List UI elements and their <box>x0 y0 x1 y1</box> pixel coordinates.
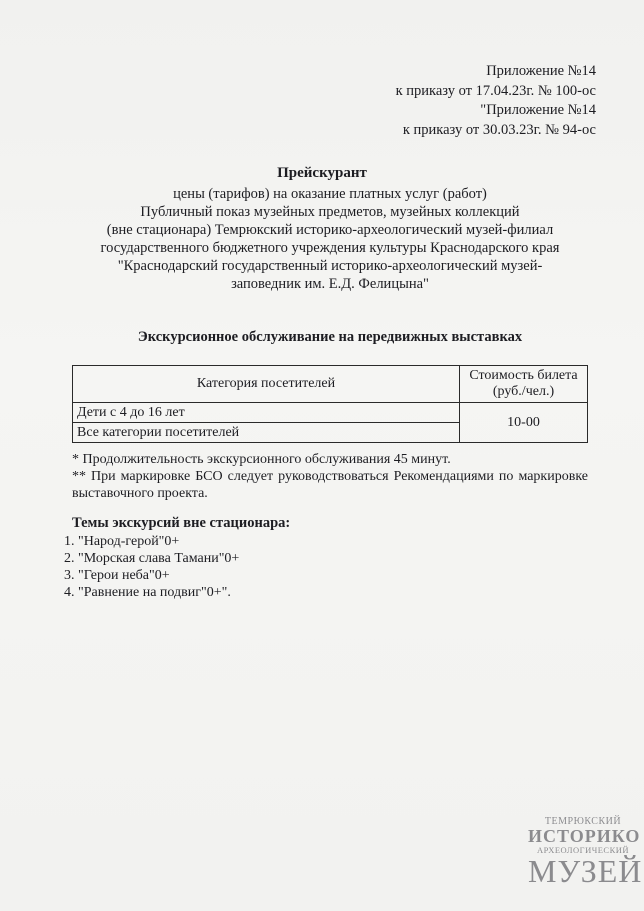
watermark-line: ТЕМРЮКСКИЙ <box>544 816 622 827</box>
footnote-marking: ** При маркировке БСО следует руководствоваться Рекомендациями по маркировке выставочного проекта. <box>72 469 588 501</box>
order-line: к приказу от 17.04.23г. № 100-ос <box>395 82 596 99</box>
column-header-price: Стоимость билета (руб./чел.) <box>460 366 588 403</box>
footnotes <box>72 451 588 502</box>
footnote-duration: * Продолжительность экскурсионного обслуживания 45 минут. <box>72 452 451 467</box>
list-item: 1. "Народ-герой"0+ <box>64 534 180 549</box>
category-cell: Дети с 4 до 16 лет <box>73 403 460 423</box>
appendix-line: "Приложение №14 <box>480 102 596 118</box>
appendix-line: Приложение №14 <box>486 63 596 79</box>
table-header-row <box>73 366 588 403</box>
category-cell: Все категории посетителей <box>73 423 460 443</box>
price-cell: 10-00 <box>460 403 588 443</box>
subtitle-line: "Краснодарский государственный историко-археологический музей- <box>117 258 543 274</box>
watermark-line: АРХЕОЛОГИЧЕСКИЙ <box>536 845 630 855</box>
table-row <box>73 403 588 423</box>
order-line: к приказу от 30.03.23г. № 94-ос <box>402 121 596 138</box>
subtitle-line: государственного бюджетного учреждения культуры Краснодарского края <box>100 240 560 256</box>
section-title: Экскурсионное обслуживание на передвижных выставках <box>137 329 523 345</box>
subtitle-line: заповедник им. Е.Д. Фелицына" <box>231 276 429 292</box>
watermark-line: МУЗЕЙ <box>528 853 643 889</box>
list-item: 3. "Герои неба"0+ <box>64 568 170 583</box>
subtitle-line: Публичный показ музейных предметов, музейных коллекций <box>140 204 520 220</box>
subtitle-line: (вне стационара) Темрюкский историко-археологический музей-филиал <box>106 222 554 238</box>
document-title: Прейскурант <box>277 165 367 181</box>
watermark-line: ИСТОРИКО <box>528 826 641 846</box>
column-header-category: Категория посетителей <box>73 366 460 403</box>
appendix-reference <box>396 62 596 140</box>
subtitle-line: цены (тарифов) на оказание платных услуг (работ) <box>173 186 487 202</box>
document-subtitle <box>60 185 600 293</box>
topics-heading: Темы экскурсий вне стационара: <box>72 515 291 531</box>
list-item: 2. "Морская слава Тамани"0+ <box>64 551 240 566</box>
topics-list <box>64 533 239 601</box>
price-table <box>72 365 588 443</box>
museum-watermark-logo <box>528 816 643 889</box>
list-item: 4. "Равнение на подвиг"0+". <box>64 585 231 600</box>
